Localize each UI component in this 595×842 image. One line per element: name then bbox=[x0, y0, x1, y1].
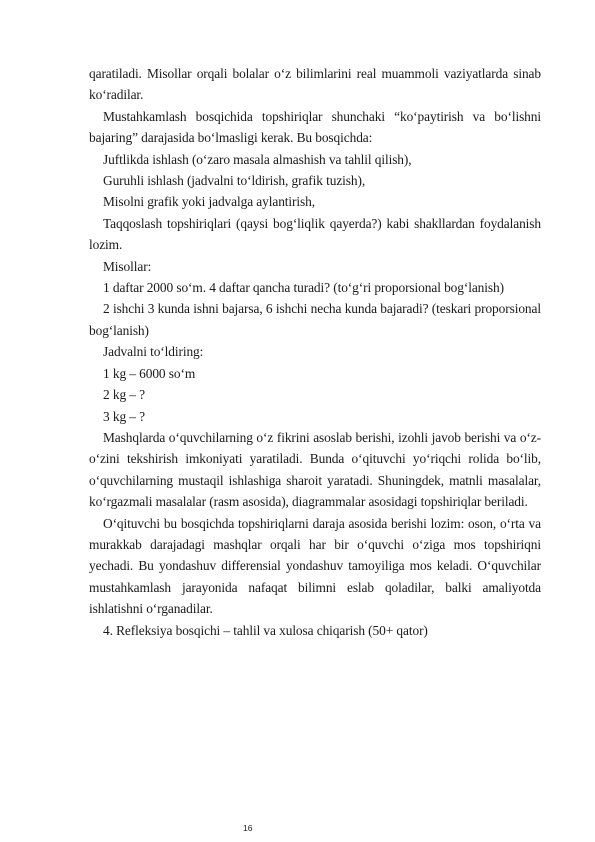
paragraph-oqituvchi: O‘qituvchi bu bosqichda topshiriqlarni daraja asosida berishi lozim: oson, o‘rta va murakkab darajadagi mashqlar orqali har bir o‘quvchi o‘ziga mos topshiriqni yechadi. Bu yondashuv differensial yondashuv tamoyiliga mos keladi. O‘quvchilar mustahkamlash jarayonida nafaqat bilimni eslab qoladilar, balki amaliyotda ishlatishni o‘rganadilar. bbox=[89, 515, 541, 617]
example-2: 2 ishchi 3 kunda ishni bajarsa, 6 ishchi necha kunda bajaradi? (teskari proporsional bog‘lanish) bbox=[89, 301, 541, 338]
table-row-1kg: 1 kg – 6000 so‘m bbox=[103, 365, 196, 381]
list-item-juftlik: Juftlikda ishlash (o‘zaro masala almashish va tahlil qilish), bbox=[103, 151, 412, 167]
table-row-3kg: 3 kg – ? bbox=[103, 408, 145, 424]
document-body bbox=[89, 63, 541, 641]
paragraph-mashqlar: Mashqlarda o‘quvchilarning o‘z fikrini asoslab berishi, izohli javob berishi va o‘z-o‘zini tekshirish imkoniyati yaratiladi. Bunda o‘qituvchi yo‘riqchi rolida bo‘lib, o‘quvchilarning mustaqil ishlashiga sharoit yaratadi. Shuningdek, matnli masalalar, ko‘rgazmali masalalar (rasm asosida), diagrammalar asosidagi topshiriqlar beriladi. bbox=[89, 429, 541, 510]
list-item-grafik: Misolni grafik yoki jadvalga aylantirish, bbox=[103, 194, 315, 210]
page-number: 16 bbox=[243, 823, 253, 833]
list-item-taqqoslash: Taqqoslash topshiriqlari (qaysi bog‘liqlik qayerda?) kabi shakllardan foydalanish lozim. bbox=[89, 215, 541, 253]
paragraph-continuation: qaratiladi. Misollar orqali bolalar o‘z bilimlarini real muammoli vaziyatlarda sinab ko‘radilar. bbox=[89, 66, 541, 103]
section-heading-refleksiya: 4. Refleksiya bosqichi – tahlil va xulosa chiqarish (50+ qator) bbox=[103, 622, 428, 638]
example-1: 1 daftar 2000 so‘m. 4 daftar qancha turadi? (to‘g‘ri proporsional bog‘lanish) bbox=[103, 280, 504, 296]
examples-heading: Misollar: bbox=[103, 258, 152, 274]
list-item-guruhli: Guruhli ishlash (jadvalni to‘ldirish, grafik tuzish), bbox=[103, 173, 366, 189]
paragraph-mustahkamlash: Mustahkamlash bosqichida topshiriqlar shunchaki “ko‘paytirish va bo‘lishni bajaring” darajasida bo‘lmasligi kerak. Bu bosqichda: bbox=[89, 108, 541, 146]
table-task-heading: Jadvalni to‘ldiring: bbox=[103, 344, 204, 360]
table-row-2kg: 2 kg – ? bbox=[103, 387, 145, 403]
